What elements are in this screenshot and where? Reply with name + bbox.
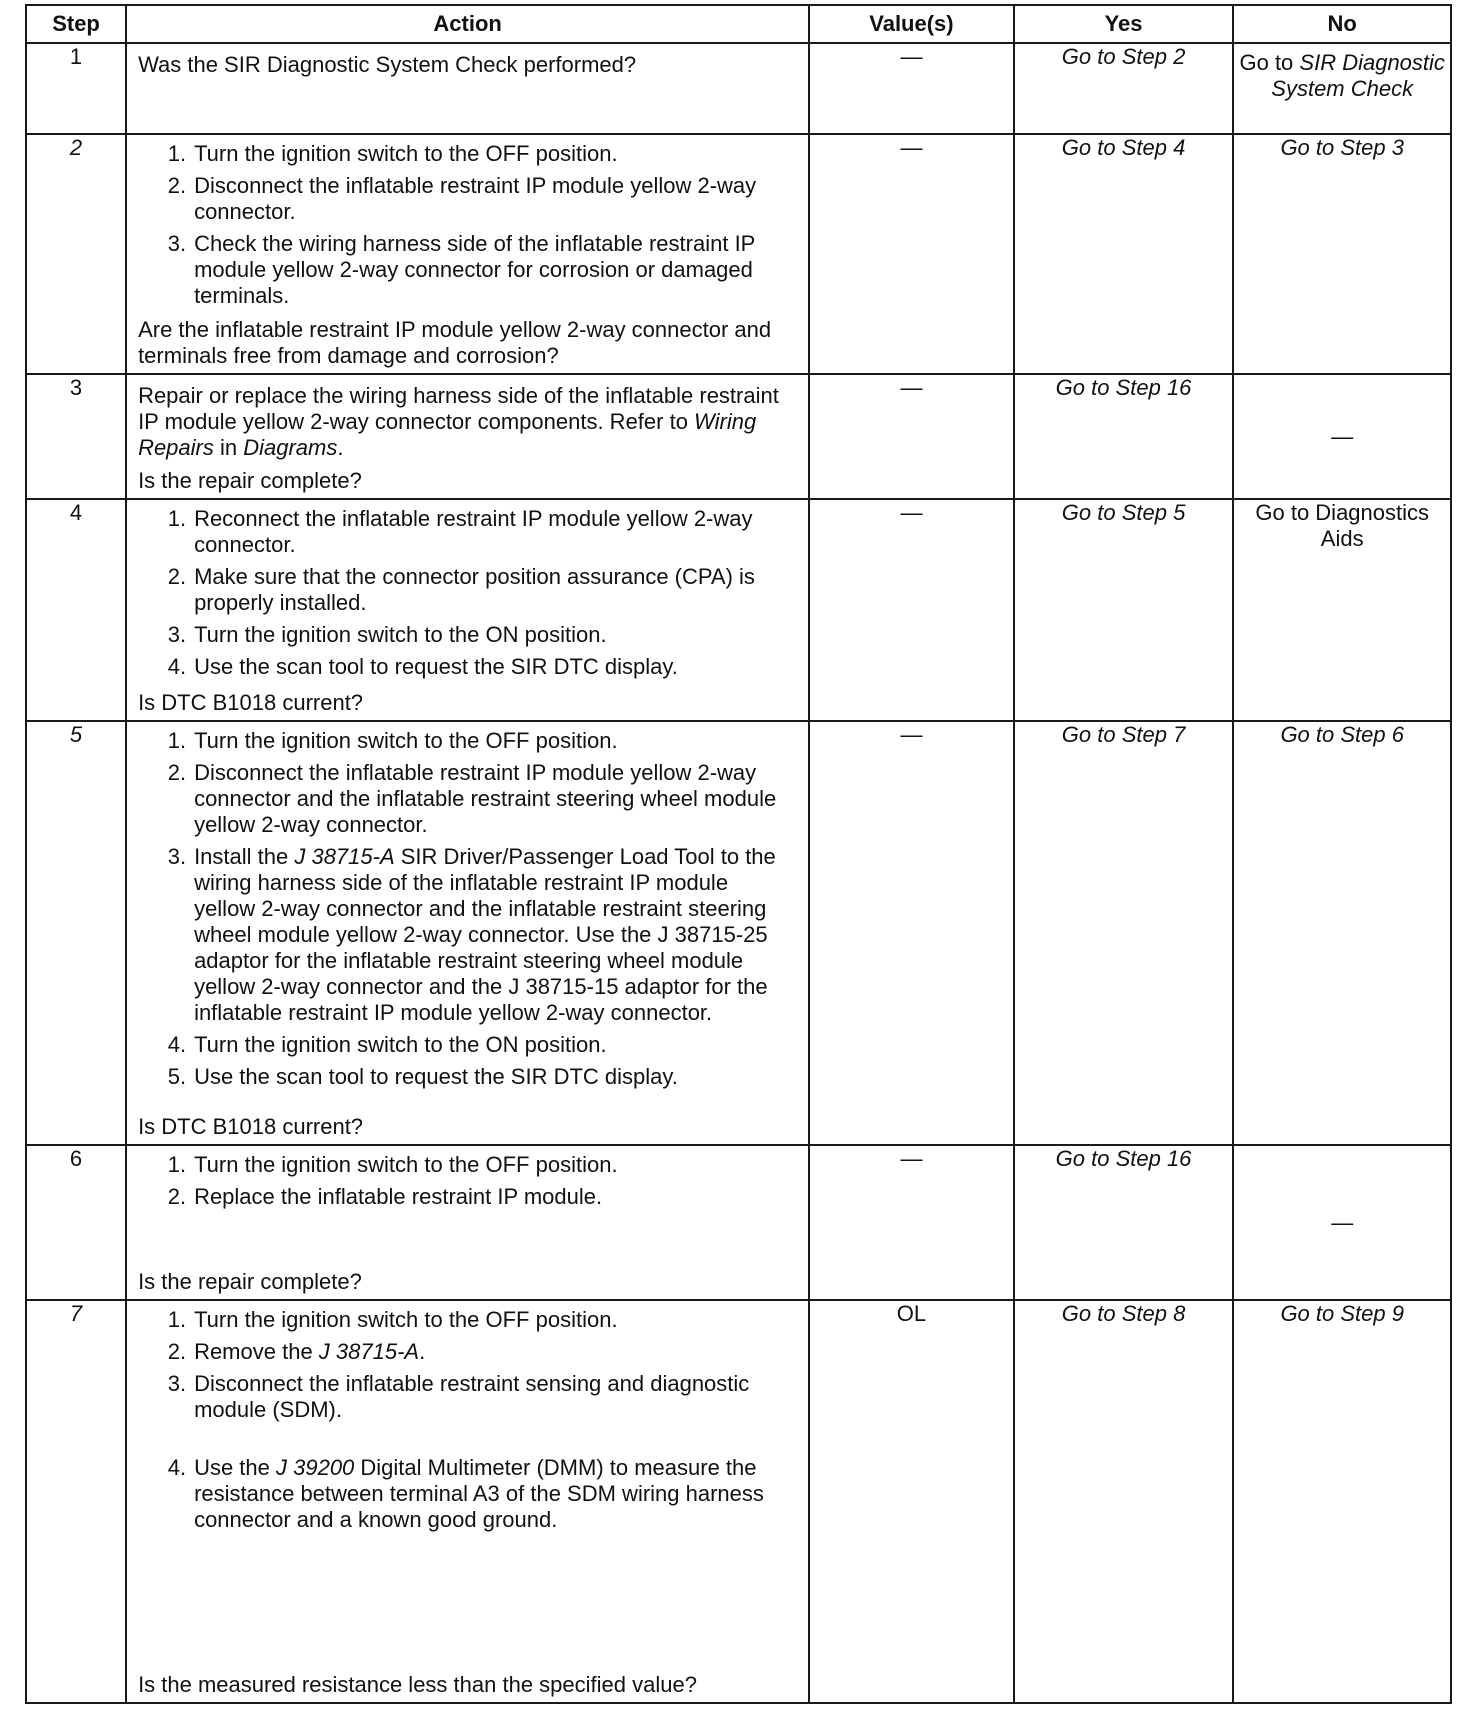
table-row <box>26 499 1451 721</box>
list-item: 1. Turn the ignition switch to the OFF position. <box>167 1307 618 1332</box>
list-item: 3. Check the wiring harness side of the inflatable restraint IP module yellow 2-way connector for corrosion or damaged terminals. <box>167 231 755 308</box>
list-item: 4. Use the scan tool to request the SIR DTC display. <box>167 654 678 679</box>
action-list <box>138 506 794 686</box>
action-cell <box>126 134 809 374</box>
no-value: — <box>1331 423 1354 449</box>
action-list <box>138 1152 794 1216</box>
action-cell <box>126 374 809 499</box>
no-cell <box>1233 43 1451 134</box>
no-cell <box>1233 1300 1451 1703</box>
step-number: 6 <box>26 1145 126 1300</box>
action-question: Was the SIR Diagnostic System Check performed? <box>138 52 637 77</box>
no-cell <box>1233 374 1451 499</box>
yes-cell <box>1014 721 1234 1145</box>
list-item: 3. Install the J 38715-A SIR Driver/Passenger Load Tool to the wiring harness side of the inflatable restraint IP module yellow 2-way connector and the inflatable restraint steering wheel module yellow 2-way connector. Use the J 38715-25 adaptor for the inflatable restraint steering wheel module yellow 2-way connector and the J 38715-15 adaptor for the inflatable restraint IP module yellow 2-way connector. <box>167 844 776 1025</box>
header-row <box>26 5 1451 43</box>
no-cell <box>1233 499 1451 721</box>
diagnostic-table-container <box>25 4 1452 1704</box>
list-item: 1. Turn the ignition switch to the OFF position. <box>167 728 618 753</box>
list-item: 2. Disconnect the inflatable restraint IP module yellow 2-way connector and the inflatable restraint steering wheel module yellow 2-way connector. <box>167 760 777 837</box>
action-cell <box>126 1145 809 1300</box>
yes-cell <box>1014 499 1234 721</box>
list-item: 4. Use the J 39200 Digital Multimeter (DMM) to measure the resistance between terminal A3 of the SDM wiring harness connector and a known good ground. <box>167 1455 764 1532</box>
header-values: Value(s) <box>809 5 1014 43</box>
table-row <box>26 1300 1451 1703</box>
action-text: Repair or replace the wiring harness side of the inflatable restraint IP module yellow 2-way connector components. Refer to Wiring Repairs in Diagrams. <box>138 383 779 460</box>
value-cell: OL <box>809 1300 1014 1703</box>
action-list <box>138 1307 794 1539</box>
list-item: 2. Remove the J 38715-A. <box>167 1339 426 1364</box>
value-cell: — <box>809 1145 1014 1300</box>
list-item: 1. Turn the ignition switch to the OFF position. <box>167 141 618 166</box>
action-question: Are the inflatable restraint IP module yellow 2-way connector and terminals free from damage and corrosion? <box>138 317 772 368</box>
value-cell: — <box>809 499 1014 721</box>
yes-cell <box>1014 1300 1234 1703</box>
yes-link[interactable]: Go to Step 7 <box>1061 722 1186 747</box>
yes-cell <box>1014 43 1234 134</box>
step-number: 2 <box>26 134 126 374</box>
list-item: 1. Reconnect the inflatable restraint IP module yellow 2-way connector. <box>167 506 753 557</box>
action-question: Is DTC B1018 current? <box>138 690 364 715</box>
value-cell: — <box>809 374 1014 499</box>
no-value: — <box>1331 1209 1354 1235</box>
table-row <box>26 43 1451 134</box>
no-prefix: Go to <box>1239 50 1300 75</box>
header-step: Step <box>26 5 126 43</box>
step-number: 7 <box>26 1300 126 1703</box>
list-item: 2. Make sure that the connector position assurance (CPA) is properly installed. <box>167 564 755 615</box>
no-link[interactable]: Go to Diagnostics Aids <box>1255 500 1430 551</box>
yes-cell <box>1014 374 1234 499</box>
value-cell: — <box>809 43 1014 134</box>
action-cell <box>126 721 809 1145</box>
yes-link[interactable]: Go to Step 16 <box>1055 375 1192 400</box>
diagnostic-table <box>25 4 1452 1704</box>
table-row <box>26 1145 1451 1300</box>
no-cell <box>1233 1145 1451 1300</box>
yes-link[interactable]: Go to Step 8 <box>1061 1301 1186 1326</box>
yes-cell <box>1014 1145 1234 1300</box>
list-item: 2. Replace the inflatable restraint IP module. <box>167 1184 603 1209</box>
value-cell: — <box>809 134 1014 374</box>
yes-link[interactable]: Go to Step 5 <box>1061 500 1186 525</box>
no-link[interactable] <box>1234 44 1450 108</box>
action-list <box>138 728 794 1096</box>
action-question: Is the repair complete? <box>138 1269 362 1294</box>
header-action: Action <box>126 5 809 43</box>
step-number: 3 <box>26 374 126 499</box>
step-number: 4 <box>26 499 126 721</box>
action-question: Is the repair complete? <box>138 468 362 493</box>
no-cell <box>1233 134 1451 374</box>
value-cell: — <box>809 721 1014 1145</box>
action-cell <box>126 1300 809 1703</box>
table-row <box>26 374 1451 499</box>
yes-cell <box>1014 134 1234 374</box>
no-cell <box>1233 721 1451 1145</box>
action-cell <box>126 43 809 134</box>
action-cell <box>126 499 809 721</box>
no-link[interactable]: Go to Step 3 <box>1280 135 1404 160</box>
action-question: Is the measured resistance less than the specified value? <box>138 1672 697 1697</box>
list-item: 2. Disconnect the inflatable restraint IP module yellow 2-way connector. <box>167 173 757 224</box>
yes-link[interactable]: Go to Step 16 <box>1055 1146 1192 1171</box>
yes-link[interactable]: Go to Step 4 <box>1061 135 1186 160</box>
list-item: 3. Turn the ignition switch to the ON position. <box>167 622 607 647</box>
yes-link[interactable]: Go to Step 2 <box>1061 44 1186 69</box>
no-link[interactable]: Go to Step 9 <box>1280 1301 1404 1326</box>
header-yes: Yes <box>1014 5 1234 43</box>
header-no: No <box>1233 5 1451 43</box>
list-item: 1. Turn the ignition switch to the OFF position. <box>167 1152 618 1177</box>
action-list <box>138 141 794 315</box>
step-number: 1 <box>26 43 126 134</box>
table-row <box>26 134 1451 374</box>
action-question: Is DTC B1018 current? <box>138 1114 364 1139</box>
step-number: 5 <box>26 721 126 1145</box>
list-item: 4. Turn the ignition switch to the ON position. <box>167 1032 607 1057</box>
table-row <box>26 721 1451 1145</box>
list-item: 3. Disconnect the inflatable restraint sensing and diagnostic module (SDM). <box>167 1371 750 1422</box>
list-item: 5. Use the scan tool to request the SIR DTC display. <box>167 1064 678 1089</box>
no-target: SIR Diagnostic System Check <box>1271 50 1445 101</box>
no-link[interactable]: Go to Step 6 <box>1280 722 1404 747</box>
